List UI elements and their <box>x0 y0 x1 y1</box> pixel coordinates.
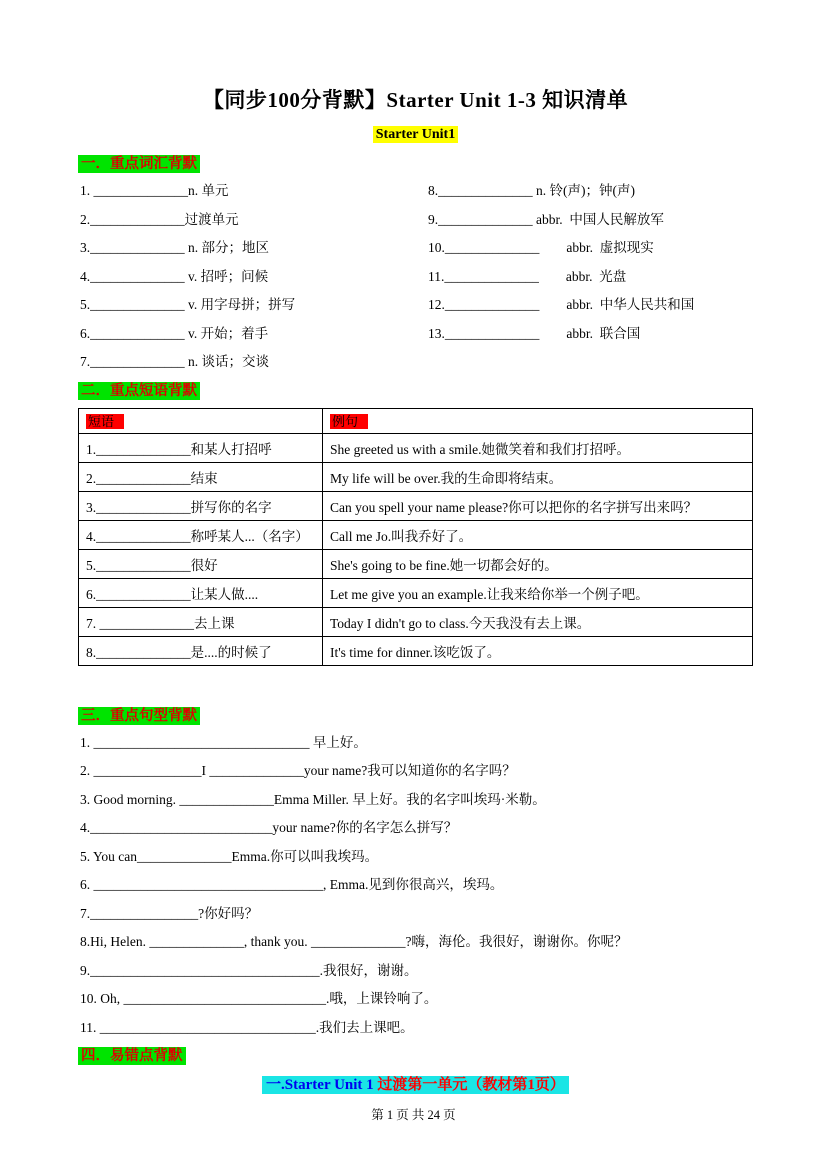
unit-banner-english: 一.Starter Unit 1 <box>266 1077 378 1093</box>
phrase-table-row <box>79 462 753 491</box>
vocab-item: 7.______________ n. 谈话；交谈 <box>80 354 269 369</box>
phrase-column-header: 短语 <box>86 414 124 429</box>
phrase-cell: 1.______________和某人打招呼 <box>79 433 323 462</box>
vocab-item: 10.______________ abbr. 虚拟现实 <box>428 240 654 255</box>
section3-heading: 三．重点句型背默 <box>78 707 200 725</box>
sentence-item: 8.Hi, Helen. ______________, thank you. ______________?嗨，海伦。我很好，谢谢你。你呢？ <box>80 934 628 949</box>
vocab-item: 13.______________ abbr. 联合国 <box>428 325 641 341</box>
phrase-cell: 3.______________拼写你的名字 <box>79 491 323 520</box>
vocab-item: 5.______________ v. 用字母拼；拼写 <box>80 297 296 312</box>
sentence-item: 5. You can______________Emma.你可以叫我埃玛。 <box>80 848 379 864</box>
vocab-item: 3.______________ n. 部分；地区 <box>80 240 269 255</box>
example-cell: My life will be over.我的生命即将结束。 <box>323 462 753 491</box>
sentence-item: 4.___________________________your name?你的名字怎么拼写？ <box>80 820 458 835</box>
vocab-item: 11.______________ abbr. 光盘 <box>428 268 627 284</box>
sentence-item: 10. Oh, ______________________________.哦，上课铃响了。 <box>80 991 438 1006</box>
vocab-item: 8.______________ n. 铃(声)；钟(声) <box>428 183 635 198</box>
phrase-table-row <box>79 520 753 549</box>
sentence-item: 11. ________________________________.我们去上课吧。 <box>80 1019 414 1035</box>
vocab-column-right <box>428 177 753 377</box>
phrase-table-row <box>79 636 753 665</box>
subtitle-row <box>78 127 753 143</box>
phrase-cell: 6.______________让某人做.... <box>79 578 323 607</box>
vocab-item: 1. ______________n. 单元 <box>80 183 229 198</box>
sentence-item: 7.________________?你好吗？ <box>80 905 259 921</box>
phrase-table-row <box>79 549 753 578</box>
vocab-item: 9.______________ abbr. 中国人民解放军 <box>428 211 664 227</box>
example-header-cell <box>323 408 753 433</box>
page-number-footer: 第 1 页 共 24 页 <box>371 1108 456 1122</box>
section-gap <box>78 666 753 702</box>
phrase-cell: 5.______________很好 <box>79 549 323 578</box>
section1-heading-row <box>78 152 753 173</box>
phrase-table-row <box>79 607 753 636</box>
sentence-list <box>80 729 753 1043</box>
sentence-item: 3. Good morning. ______________Emma Miller. 早上好。我的名字叫埃玛·米勒。 <box>80 791 546 807</box>
phrase-cell: 7. ______________去上课 <box>79 607 323 636</box>
example-cell: Call me Jo.叫我乔好了。 <box>323 520 753 549</box>
unit-subtitle: Starter Unit1 <box>373 126 458 143</box>
phrase-table-row <box>79 491 753 520</box>
sentence-item: 1. ________________________________ 早上好。 <box>80 734 367 750</box>
unit-banner <box>262 1076 569 1094</box>
vocab-item: 6.______________ v. 开始；着手 <box>80 325 269 341</box>
phrase-header-cell <box>79 408 323 433</box>
example-cell: She greeted us with a smile.她微笑着和我们打招呼。 <box>323 433 753 462</box>
unit-banner-chinese: 过渡第一单元（教材第1页） <box>377 1077 565 1093</box>
example-cell: Can you spell your name please?你可以把你的名字拼写出来吗？ <box>323 491 753 520</box>
section4-heading-row <box>78 1044 753 1065</box>
phrase-table-row <box>79 578 753 607</box>
example-cell: Let me give you an example.让我来给你举一个例子吧。 <box>323 578 753 607</box>
phrase-cell: 4.______________称呼某人...（名字） <box>79 520 323 549</box>
example-cell: Today I didn't go to class.今天我没有去上课。 <box>323 607 753 636</box>
example-cell: It's time for dinner.该吃饭了。 <box>323 636 753 665</box>
sentence-item: 6. __________________________________, Emma.见到你很高兴，埃玛。 <box>80 877 504 892</box>
section4-heading: 四．易错点背默 <box>78 1047 186 1065</box>
unit-banner-row <box>78 1073 753 1094</box>
document-title: 【同步100分背默】Starter Unit 1-3 知识清单 <box>202 88 629 112</box>
vocab-list <box>80 177 753 377</box>
sentence-item: 9.__________________________________.我很好，谢谢。 <box>80 962 418 978</box>
example-column-header: 例句 <box>330 414 368 429</box>
vocab-column-left <box>80 177 428 377</box>
phrase-table <box>78 408 753 666</box>
phrase-cell: 2.______________结束 <box>79 462 323 491</box>
section1-heading: 一．重点词汇背默 <box>78 155 200 173</box>
section2-heading-row <box>78 379 753 400</box>
section2-heading: 二．重点短语背默 <box>78 382 200 400</box>
example-cell: She's going to be fine.她一切都会好的。 <box>323 549 753 578</box>
phrase-cell: 8.______________是....的时候了 <box>79 636 323 665</box>
sentence-item: 2. ________________I ______________your name?我可以知道你的名字吗？ <box>80 763 516 778</box>
phrase-table-row <box>79 433 753 462</box>
vocab-item: 2.______________过渡单元 <box>80 211 239 227</box>
section3-heading-row <box>78 704 753 725</box>
vocab-item: 12.______________ abbr. 中华人民共和国 <box>428 297 695 312</box>
vocab-item: 4.______________ v. 招呼；问候 <box>80 268 269 284</box>
phrase-table-header-row <box>79 408 753 433</box>
